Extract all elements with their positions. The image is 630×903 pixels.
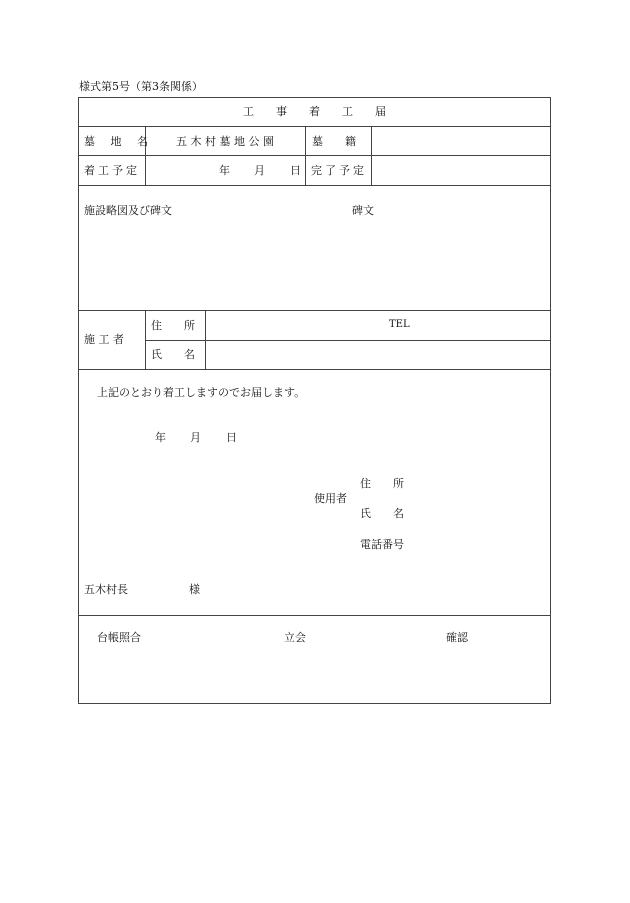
divider — [371, 126, 372, 185]
form-title: 工 事 着 工 届 — [243, 105, 386, 118]
divider — [78, 155, 551, 156]
start-label: 着工予定 — [84, 164, 140, 177]
divider — [145, 310, 146, 369]
divider — [78, 615, 551, 616]
start-month: 月 — [254, 164, 265, 177]
confirm-label: 確認 — [446, 631, 468, 644]
contractor-name-label: 氏 名 — [151, 348, 195, 361]
declaration-month: 月 — [190, 431, 201, 444]
declaration-text: 上記のとおり着工しますのでお届します。 — [97, 386, 306, 399]
divider — [205, 310, 206, 369]
witness-label: 立会 — [284, 631, 306, 644]
contractor-address-label: 住 所 — [151, 319, 195, 332]
cemetery-value: 五 木 村 墓 地 公 園 — [176, 135, 274, 148]
divider — [305, 126, 306, 185]
domicile-label: 墓 籍 — [312, 135, 356, 148]
complete-label: 完了予定 — [311, 164, 367, 177]
outer-border — [78, 97, 551, 704]
divider — [78, 310, 551, 311]
user-address-label: 住 所 — [360, 477, 404, 490]
cemetery-label: 墓 地 名 — [84, 135, 154, 148]
divider — [78, 126, 551, 127]
divider — [78, 185, 551, 186]
form-number: 様式第5号（第3条関係） — [79, 80, 203, 93]
start-day: 日 — [290, 164, 301, 177]
contractor-tel-label: TEL — [389, 319, 410, 330]
declaration-day: 日 — [226, 431, 237, 444]
inscription-label: 碑文 — [352, 204, 374, 217]
user-label: 使用者 — [314, 492, 347, 505]
declaration-year: 年 — [155, 431, 166, 444]
sketch-label: 施設略図及び碑文 — [84, 204, 172, 217]
ledger-label: 台帳照合 — [97, 631, 141, 644]
divider — [78, 369, 551, 370]
start-year: 年 — [219, 164, 230, 177]
contractor-label: 施 工 者 — [84, 333, 124, 346]
honorific: 様 — [189, 583, 200, 596]
user-phone-label: 電話番号 — [360, 538, 404, 551]
addressee: 五木村長 — [84, 583, 128, 596]
user-name-label: 氏 名 — [360, 507, 404, 520]
